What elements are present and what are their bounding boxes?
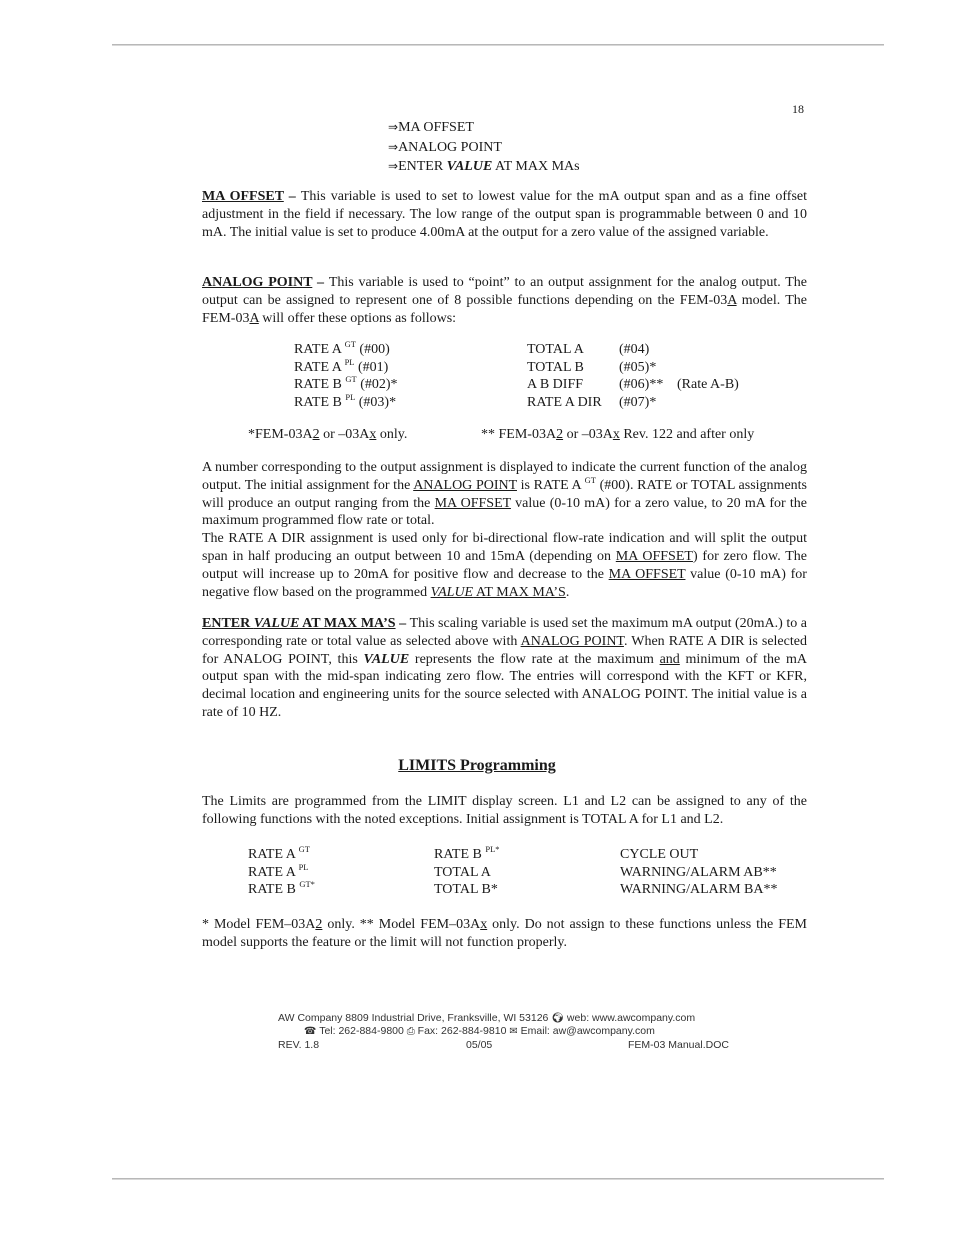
rate-a-dir-paragraph: The RATE A DIR assignment is used only for bi-directional flow-rate indication and will split the output span in half producing an output between 10 and 15mA (depending on MA OFFSET) for zero flow. The output will increase up to 20mA for positive flow and decrease to the MA OFFSET value (0-10 mA) for negative flow based on the programmed VALUE AT MAX MA’S. <box>202 531 808 600</box>
fax-icon: ⎙ <box>406 1026 415 1037</box>
section-heading-limits: LIMITS Programming <box>398 757 556 774</box>
right-arrow-icon: ⇒ <box>388 159 399 173</box>
bottom-rule <box>112 1178 884 1180</box>
option-row: TOTAL A (#04) <box>527 342 650 357</box>
limits-column-2 <box>434 846 500 899</box>
option-row: A B DIFF (#06)** (Rate A-B) <box>527 377 739 392</box>
assignment-paragraph: A number corresponding to the output assignment is displayed to indicate the current function of the analog output. The initial assignment for the ANALOG POINT is RATE A $^{GT}$ (#00). RATE or TOTAL assignments will produce an output ranging from the MA OFFSET value (0-10 mA) for a zero value, to 20 mA for the maximum programmed flow rate or total. The RATE A DIR assignment is used only for bi-directional flow-rate indication and will split the output span in half producing an output between 10 and 15mA (depending on MA OFFSET) for zero flow. The output will increase up to 20mA for positive flow and decrease to the MA OFFSET value (0-10 mA) for negative flow based on the programmed VALUE AT MAX MA’S. <box>202 460 808 600</box>
footer-doc-name: FEM-03 Manual.DOC <box>628 1039 729 1051</box>
limit-option: RATE A $^{GT}$ <box>248 844 310 862</box>
enter-value-paragraph: ENTER VALUE AT MAX MA’S – This scaling variable is used set the maximum mA output (20mA.) to a corresponding rate or total value as selected above with ANALOG POINT. When RATE A DIR is selected for ANALOG POINT, this VALUE represents the flow rate at the maximum and minimum of the mA output span with the mid-span indicating zero flow. The entries will correspond with the KFT or KFR, decimal location and engineering units for the source selected with ANALOG POINT. The initial value is a rate of 10 HZ. <box>202 616 807 720</box>
limit-option: RATE A $^{PL}$ <box>248 861 309 880</box>
limit-option: RATE B $^{PL*}$ <box>434 844 500 862</box>
options-right <box>527 341 739 411</box>
globe-icon: 🌍︎ <box>551 1013 565 1024</box>
option-row: RATE B $^{GT}$ (#02)* <box>294 374 398 392</box>
menu-list <box>388 118 580 177</box>
limit-option: WARNING/ALARM AB** <box>620 864 777 880</box>
term: ANALOG POINT <box>202 275 313 290</box>
footer-date: 05/05 <box>466 1039 493 1051</box>
limit-option: WARNING/ALARM BA** <box>620 882 778 897</box>
footer-rev: REV. 1.8 <box>278 1039 320 1051</box>
limits-paragraph: The Limits are programmed from the LIMIT display screen. L1 and L2 can be assigned to any of the following functions with the noted exceptions. Initial assignment is TOTAL A for L1 and L2. <box>202 794 807 827</box>
limit-option: TOTAL A <box>434 864 491 880</box>
options-left <box>294 341 398 411</box>
footer-line-contact: ☎ Tel: 262-884-9800 ⎙ Fax: 262-884-9810 ✉ Email: aw@awcompany.com <box>304 1025 655 1037</box>
telephone-icon: ☎ <box>304 1026 317 1037</box>
menu-item-ma-offset: ⇒MA OFFSET <box>388 120 474 135</box>
option-row: RATE A DIR (#07)* <box>527 394 657 410</box>
limit-option: RATE B $^{GT*}$ <box>248 879 315 897</box>
analog-point-paragraph: ANALOG POINT – This variable is used to “point” to an output assignment for the analog output. The output can be assigned to represent one of 8 possible functions depending on the FEM-03A model. The FEM-03A will offer these options as follows: <box>202 275 807 326</box>
menu-item-analog-point: ⇒ANALOG POINT <box>388 139 502 155</box>
option-row: RATE B $^{PL}$ (#03)* <box>294 391 397 410</box>
term: MA OFFSET <box>202 189 284 204</box>
email-icon: ✉ <box>509 1026 518 1037</box>
limit-option: CYCLE OUT <box>620 847 699 862</box>
ma-offset-paragraph: MA OFFSET – This variable is used to set to lowest value for the mA output span and as a fine offset adjustment in the field if necessary. The low range of the output span is programmable between 0 and 10 mA. The initial value is set to produce 4.00mA at the output for a zero value of the assigned variable. <box>202 189 807 240</box>
top-rule <box>112 44 884 46</box>
option-row: RATE A $^{GT}$ (#00) <box>294 339 390 357</box>
option-row: TOTAL B (#05)* <box>527 359 657 375</box>
limits-column-1 <box>248 846 315 899</box>
limits-column-3 <box>620 846 778 899</box>
right-arrow-icon: ⇒ <box>388 139 399 154</box>
menu-item-enter-value: ⇒ENTER VALUE AT MAX MAs <box>388 159 580 174</box>
page-number: 18 <box>792 102 804 116</box>
footnote-double-star: ** FEM-03A2 or –03Ax Rev. 122 and after only <box>481 427 755 442</box>
option-row: RATE A $^{PL}$ (#01) <box>294 356 389 375</box>
footnote-single-star: *FEM-03A2 or –03Ax only. <box>248 427 408 442</box>
footer-line-address: AW Company 8809 Industrial Drive, Franksville, WI 53126 🌍︎ web: www.awcompany.com <box>278 1012 696 1024</box>
right-arrow-icon: ⇒ <box>388 120 399 134</box>
limit-option: TOTAL B* <box>434 882 498 897</box>
model-note-paragraph: * Model FEM–03A2 only. ** Model FEM–03Ax only. Do not assign to these functions unless the FEM model supports the feature or the limit will not function properly. <box>202 917 807 950</box>
